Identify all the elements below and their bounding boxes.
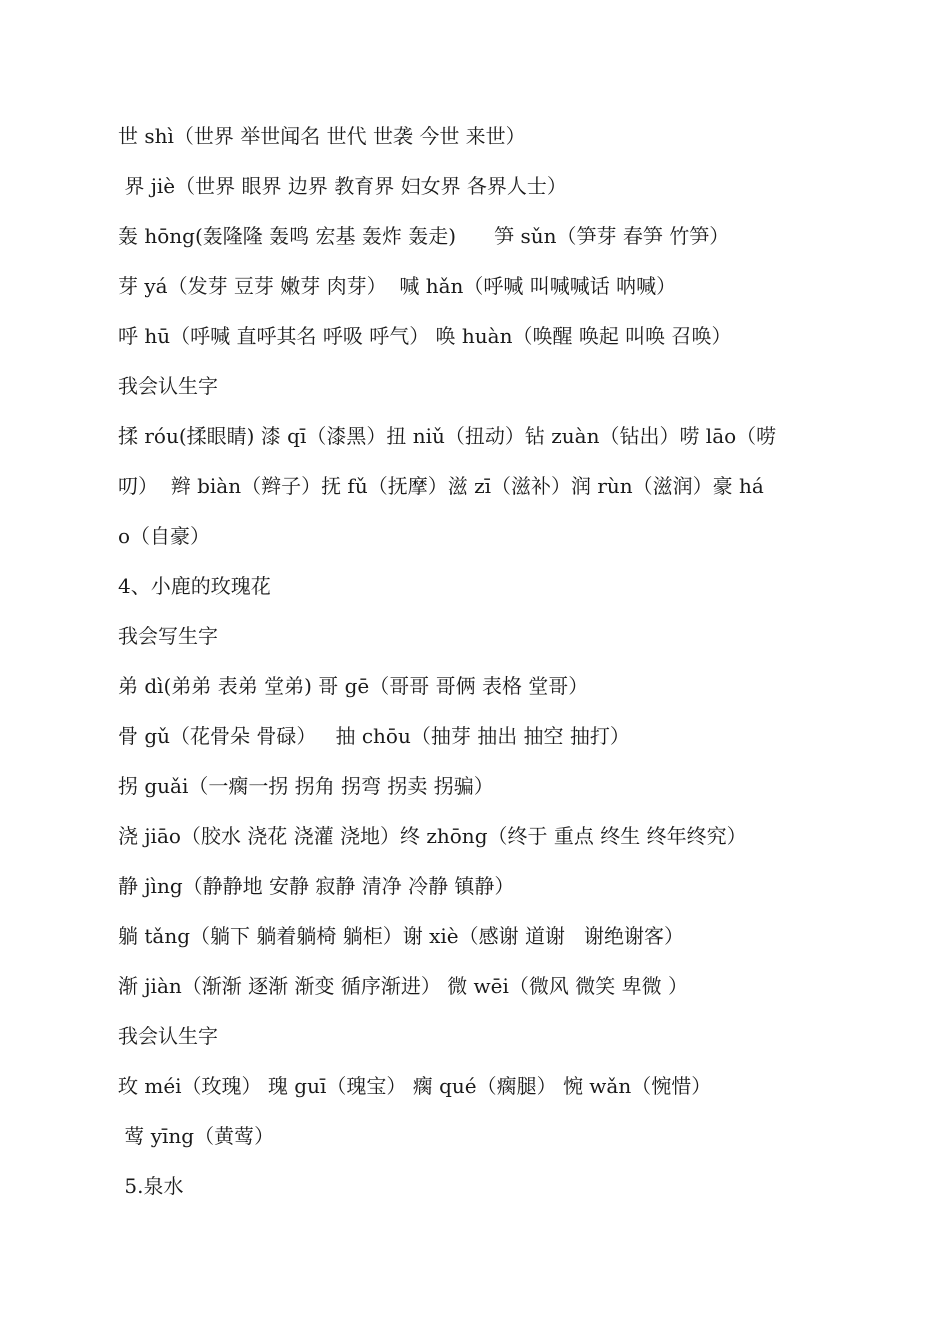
text-line: 躺 tǎng（躺下 躺着躺椅 躺柜）谢 xiè（感谢 道谢 谢绝谢客） xyxy=(118,924,685,948)
text-line: o（自豪） xyxy=(118,524,211,548)
text-line: 弟 dì(弟弟 表弟 堂弟) 哥 gē（哥哥 哥俩 表格 堂哥） xyxy=(118,674,589,698)
text-line: 莺 yīng（黄莺） xyxy=(118,1124,275,1148)
text-line: 骨 gǔ（花骨朵 骨碌） 抽 chōu（抽芽 抽出 抽空 抽打） xyxy=(118,724,630,748)
lesson-title: 4、小鹿的玫瑰花 xyxy=(118,574,271,598)
section-heading: 我会认生字 xyxy=(118,1024,218,1048)
text-line: 界 jiè（世界 眼界 边界 教育界 妇女界 各界人士） xyxy=(118,174,567,198)
document-body xyxy=(118,111,838,1211)
lesson-title: 5.泉水 xyxy=(118,1174,184,1198)
text-line: 拐 guǎi（一瘸一拐 拐角 拐弯 拐卖 拐骗） xyxy=(118,774,494,798)
text-line: 浇 jiāo（胶水 浇花 浇灌 浇地）终 zhōng（终于 重点 终生 终年终究） xyxy=(118,824,747,848)
text-line: 玫 méi（玫瑰） 瑰 guī（瑰宝） 瘸 qué（瘸腿） 惋 wǎn（惋惜） xyxy=(118,1074,712,1098)
section-heading: 我会写生字 xyxy=(118,624,218,648)
text-line: 渐 jiàn（渐渐 逐渐 渐变 循序渐进） 微 wēi（微风 微笑 卑微 ） xyxy=(118,974,688,998)
section-heading: 我会认生字 xyxy=(118,374,218,398)
text-line: 芽 yá（发芽 豆芽 嫩芽 肉芽） 喊 hǎn（呼喊 叫喊喊话 呐喊） xyxy=(118,274,677,298)
text-line: 静 jìng（静静地 安静 寂静 清净 冷静 镇静） xyxy=(118,874,515,898)
text-line: 世 shì（世界 举世闻名 世代 世袭 今世 来世） xyxy=(118,124,526,148)
text-line: 呼 hū（呼喊 直呼其名 呼吸 呼气） 唤 huàn（唤醒 唤起 叫唤 召唤） xyxy=(118,324,732,348)
text-line: 轰 hōng(轰隆隆 轰鸣 宏基 轰炸 轰走) 笋 sǔn（笋芽 春笋 竹笋） xyxy=(118,224,730,248)
text-line: 叨） 辫 biàn（辫子）抚 fǔ（抚摩）滋 zī（滋补）润 rùn（滋润）豪 há xyxy=(118,474,764,498)
text-line: 揉 róu(揉眼睛) 漆 qī（漆黑）扭 niǔ（扭动）钻 zuàn（钻出）唠 lāo（唠 xyxy=(118,424,777,448)
